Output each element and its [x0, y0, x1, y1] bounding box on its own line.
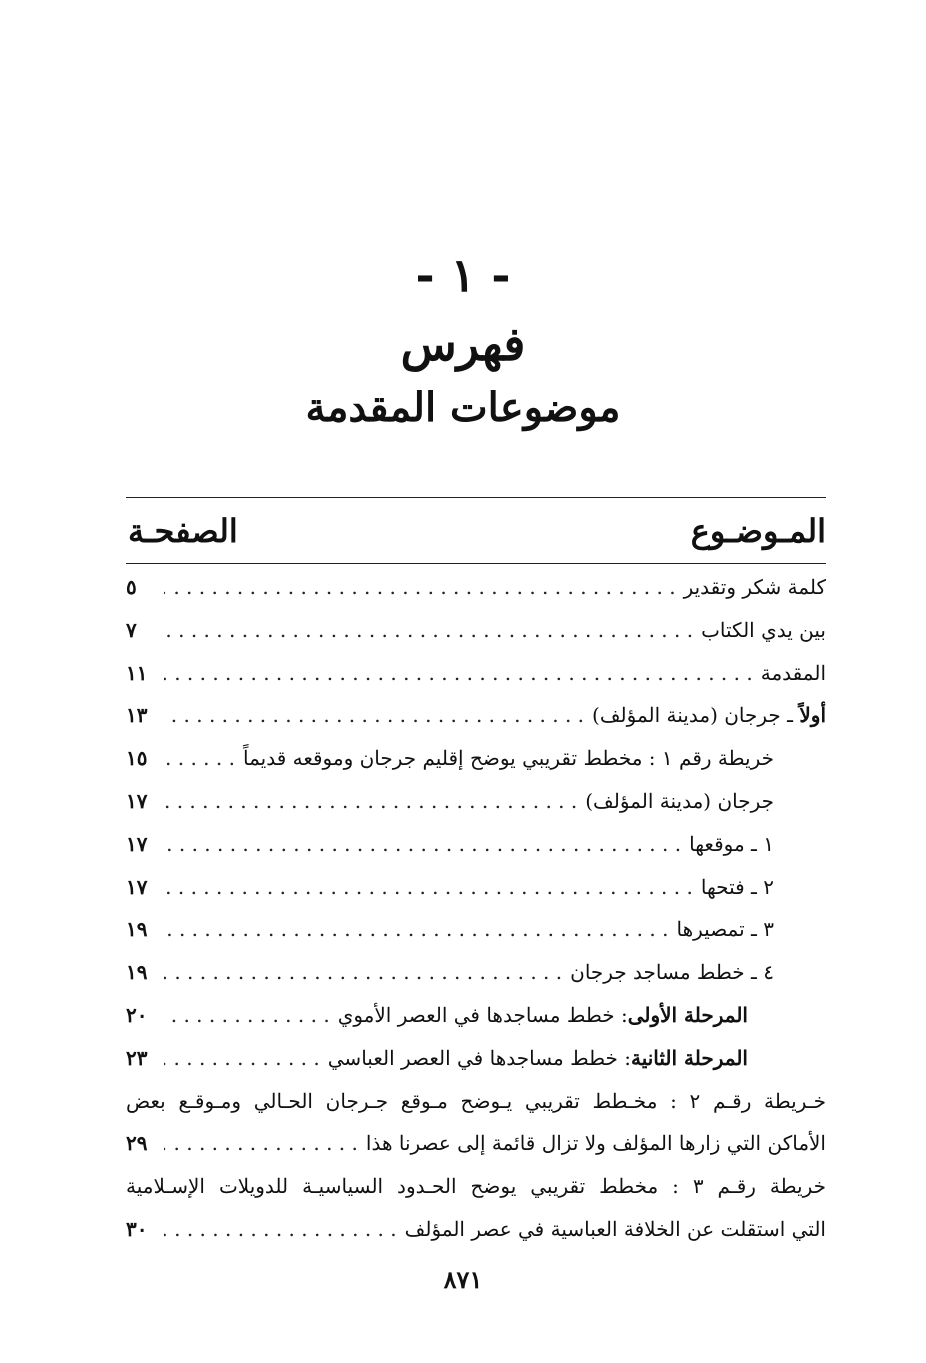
- toc-entry-title-rest: : خطط مساجدها في العصر العباسي: [327, 1045, 631, 1070]
- toc-entry-title: ٣ ـ تمصيرها: [676, 917, 774, 942]
- toc-entry-title: التي استقلت عن الخلافة العباسية في عصر المؤلف: [404, 1216, 826, 1241]
- leader-dots: [164, 609, 693, 652]
- toc-entry-page: ٢٣: [126, 1045, 148, 1070]
- toc-entry-page: ١٧: [126, 874, 148, 899]
- toc-entry-title: [328, 1037, 748, 1080]
- toc-entry: [126, 908, 826, 951]
- toc-entry: [126, 823, 826, 866]
- toc-entry-title-rest: ـ جرجان (مدينة المؤلف): [592, 703, 800, 728]
- toc-entry-title: بين يدي الكتاب: [701, 617, 826, 642]
- toc-entry-page: ١٩: [126, 960, 148, 985]
- toc-entry: [126, 866, 826, 909]
- toc-entry-title: المقدمة: [760, 660, 826, 685]
- toc-entry-bold-label: المرحلة الثانية: [630, 1045, 748, 1070]
- toc-entry: [126, 737, 826, 780]
- toc-entry-title: [592, 694, 826, 737]
- section-title: موضوعات المقدمة: [305, 384, 621, 431]
- toc-entry: [126, 566, 826, 609]
- toc-entry-page: ١١: [126, 660, 148, 685]
- toc-entry: [126, 1208, 826, 1251]
- column-header-topic: المـوضـوع: [690, 512, 826, 550]
- leader-dots: [164, 652, 753, 695]
- toc-entry: [126, 609, 826, 652]
- leader-dots: [164, 737, 235, 780]
- toc-entry-page: ١٩: [126, 917, 148, 942]
- toc-entry-page: ٣٠: [126, 1216, 148, 1241]
- table-top-rule: [126, 497, 826, 498]
- leader-dots: [164, 1037, 320, 1080]
- toc-entry-title: ٤ ـ خطط مساجد جرجان: [570, 960, 774, 985]
- table-header-rule: [126, 563, 826, 564]
- leader-dots: [164, 823, 681, 866]
- leader-dots: [164, 780, 577, 823]
- toc-entry: [126, 1037, 826, 1080]
- toc-entry: [126, 1122, 826, 1165]
- toc-entry: [126, 951, 826, 994]
- toc-entry-title: ٢ ـ فتحها: [700, 874, 774, 899]
- toc-entry: [126, 694, 826, 737]
- toc-entry-page: ٧: [126, 617, 137, 642]
- toc-entry-title: كلمة شكر وتقدير: [683, 575, 826, 599]
- toc-entry-page: ١٣: [126, 703, 148, 728]
- toc-entry-map3-line1: خريطة رقـم ٣ : مخطط تقريبي يوضح الحـدود السياسيـة للدويلات الإسـلامية: [126, 1174, 826, 1199]
- toc-entry-map2-line1: خـريطة رقـم ٢ : مخـطط تقريبي يـوضح مـوقع جـرجان الحـالي ومـوقـع بعض: [126, 1088, 826, 1113]
- leader-dots: [164, 1208, 397, 1251]
- index-title: فهرس: [400, 317, 526, 371]
- toc-entry-title: ١ ـ موقعها: [689, 831, 774, 856]
- toc-entry-bold-label: أولاً: [799, 703, 826, 728]
- leader-dots: [164, 566, 676, 609]
- toc-entry: [126, 780, 826, 823]
- toc-entry-title: خريطة رقم ١ : مخطط تقريبي يوضح إقليم جرجان وموقعه قديماً: [242, 746, 774, 771]
- page-number: ٨٧١: [443, 1265, 483, 1294]
- toc-entry-title-rest: : خطط مساجدها في العصر الأموي: [337, 1002, 628, 1027]
- toc-entry-page: ١٧: [126, 788, 148, 813]
- toc-entry-bold-label: المرحلة الأولى: [627, 1002, 748, 1027]
- leader-dots: [164, 994, 330, 1037]
- toc-entry: [126, 994, 826, 1037]
- part-number: - ١ -: [415, 248, 511, 302]
- leader-dots: [164, 908, 668, 951]
- toc-entry: [126, 652, 826, 695]
- leader-dots: [164, 866, 693, 909]
- toc-entry-page: ١٥: [126, 746, 148, 771]
- toc-entry-title: جرجان (مدينة المؤلف): [585, 788, 774, 813]
- table-of-contents: [126, 566, 826, 1251]
- column-header-page: الصفحـة: [128, 512, 238, 550]
- toc-entry-page: ٥: [126, 575, 137, 599]
- toc-entry-title: الأماكن التي زارها المؤلف ولا تزال قائمة إلى عصرنا هذا: [365, 1131, 826, 1156]
- toc-entry-page: ٢٩: [126, 1131, 148, 1156]
- toc-entry-title: [338, 994, 748, 1037]
- leader-dots: [164, 951, 562, 994]
- leader-dots: [164, 694, 584, 737]
- toc-entry-page: ١٧: [126, 831, 148, 856]
- leader-dots: [164, 1122, 358, 1165]
- toc-entry-page: ٢٠: [126, 1002, 148, 1027]
